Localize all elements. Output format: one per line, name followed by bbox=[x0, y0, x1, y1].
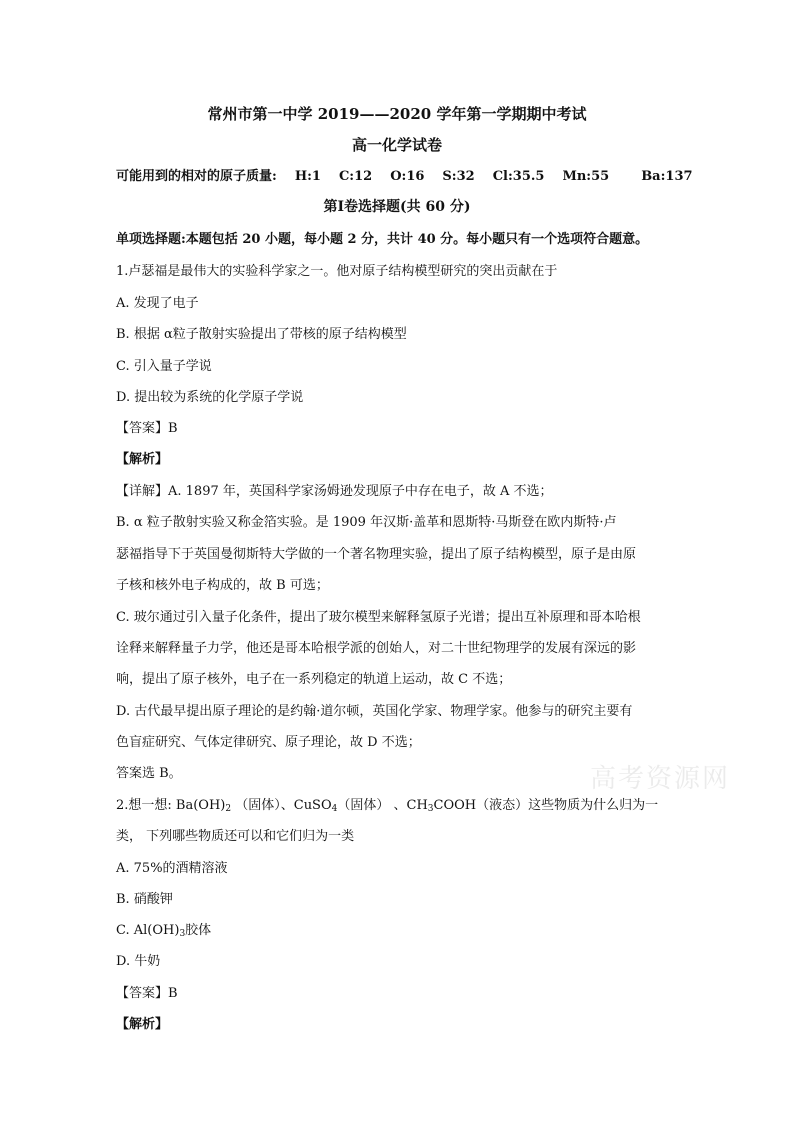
atomic-mass-value: S:32 bbox=[442, 169, 475, 184]
q1-answer: 【答案】B bbox=[116, 421, 178, 436]
exam-subtitle: 高一化学试卷 bbox=[351, 136, 442, 154]
q1-detail-line: B. α 粒子散射实验又称金箔实验。是 1909 年汉斯·盖革和恩斯特·马斯登在欧内斯特·卢 bbox=[116, 515, 617, 530]
watermark-text: 高考资源网 bbox=[590, 764, 731, 794]
q2-stem bbox=[116, 794, 658, 814]
q2-option-c-prefix: C. Al(OH) bbox=[116, 923, 180, 938]
q2-analysis-label: 【解析】 bbox=[116, 1017, 169, 1032]
q1-detail-line: 诠释来解释量子力学，他还是哥本哈根学派的创始人，对二十世纪物理学的发展有深远的影 bbox=[116, 641, 637, 656]
q1-analysis-label: 【解析】 bbox=[116, 452, 169, 467]
q1-detail-line: 答案选 B。 bbox=[116, 766, 182, 781]
q1-detail-line: C. 玻尔通过引入量子化条件，提出了玻尔模型来解释氢原子光谱；提出互补原理和哥本哈根 bbox=[116, 610, 641, 625]
q2-formula-cuso4: （固体）、CuSO bbox=[231, 798, 332, 813]
atomic-mass-label: 可能用到的相对的原子质量: bbox=[116, 169, 277, 184]
atomic-mass-value: Cl:35.5 bbox=[492, 169, 545, 184]
atomic-mass-line bbox=[116, 165, 693, 184]
q2-option-c bbox=[116, 919, 211, 939]
q2-option-b: B. 硝酸钾 bbox=[116, 892, 173, 907]
exam-title: 常州市第一中学 2019——2020 学年第一学期期中考试 bbox=[207, 105, 587, 123]
q2-answer: 【答案】B bbox=[116, 986, 178, 1001]
atomic-mass-value: H:1 bbox=[294, 169, 321, 184]
atomic-mass-value: Mn:55 bbox=[562, 169, 610, 184]
q1-option-b: B. 根据 α粒子散射实验提出了带核的原子结构模型 bbox=[116, 327, 407, 342]
q2-formula-ch3cooh: （固体） 、CH bbox=[337, 798, 428, 813]
q2-stem-prefix: 2.想一想: bbox=[116, 798, 176, 813]
q1-detail-line: 子核和核外电子构成的，故 B 可选； bbox=[116, 578, 329, 593]
q1-detail-line: 响，提出了原子核外，电子在一系列稳定的轨道上运动，故 C 不选； bbox=[116, 672, 512, 687]
q2-stem-tail: COOH（液态）这些物质为什么归为一 bbox=[433, 798, 659, 813]
section-title: 第Ⅰ卷选择题(共 60 分) bbox=[323, 199, 471, 215]
q1-stem: 1.卢瑟福是最伟大的实验科学家之一。他对原子结构模型研究的突出贡献在于 bbox=[116, 264, 558, 279]
q2-subscript: 3 bbox=[179, 929, 186, 939]
atomic-mass-value: C:12 bbox=[338, 169, 373, 184]
q2-subscript: 4 bbox=[331, 804, 338, 814]
q2-option-c-suffix: 胶体 bbox=[185, 923, 212, 938]
q2-subscript: 3 bbox=[427, 804, 434, 814]
atomic-mass-value: O:16 bbox=[390, 169, 425, 184]
section-instruction: 单项选择题:本题包括 20 小题，每小题 2 分，共计 40 分。每小题只有一个选项符合题意。 bbox=[116, 232, 649, 247]
q2-option-a: A. 75%的酒精溶液 bbox=[116, 861, 228, 876]
q1-detail-line: 瑟福指导下于英国曼彻斯特大学做的一个著名物理实验，提出了原子结构模型，原子是由原 bbox=[116, 547, 637, 562]
q1-detail-line: 【详解】A. 1897 年，英国科学家汤姆逊发现原子中存在电子，故 A 不选； bbox=[116, 484, 553, 499]
q2-stem-line2: 类， 下列哪些物质还可以和它们归为一类 bbox=[116, 829, 355, 844]
q2-option-d: D. 牛奶 bbox=[116, 954, 161, 969]
q1-option-d: D. 提出较为系统的化学原子学说 bbox=[116, 390, 304, 405]
q2-subscript: 2 bbox=[225, 804, 232, 814]
q1-option-c: C. 引入量子学说 bbox=[116, 359, 212, 374]
atomic-mass-value: Ba:137 bbox=[641, 169, 693, 184]
q1-option-a: A. 发现了电子 bbox=[116, 296, 199, 311]
q2-formula-baoh2: Ba(OH) bbox=[175, 798, 226, 813]
q1-detail-line: 色盲症研究、气体定律研究、原子理论，故 D 不选； bbox=[116, 735, 421, 750]
q1-detail-line: D. 古代最早提出原子理论的是约翰·道尔顿，英国化学家、物理学家。他参与的研究主要有 bbox=[116, 704, 633, 719]
